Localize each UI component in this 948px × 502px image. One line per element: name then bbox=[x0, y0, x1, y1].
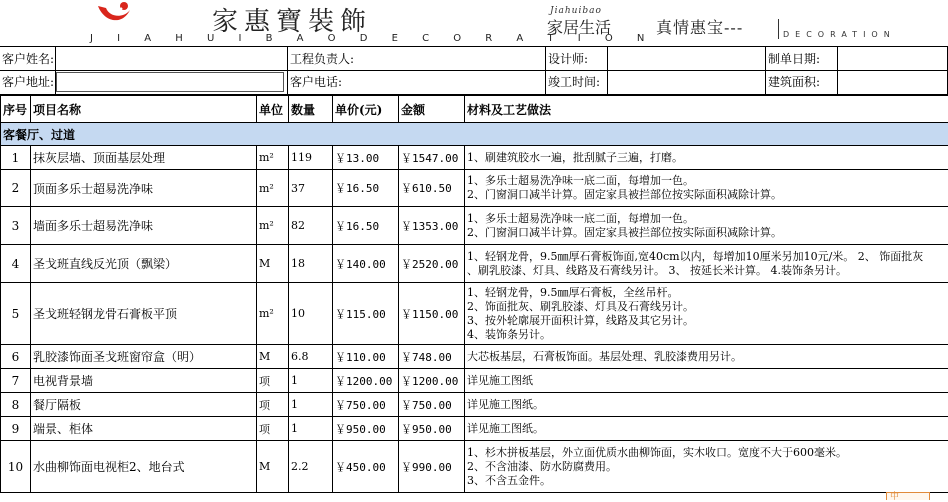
row-price[interactable]: ￥110.00 bbox=[333, 345, 399, 369]
area-field[interactable] bbox=[838, 70, 948, 95]
row-no[interactable]: 10 bbox=[1, 441, 31, 493]
row-unit[interactable]: 项 bbox=[257, 393, 289, 417]
decoration-text: DECORATION bbox=[783, 30, 896, 39]
row-no[interactable]: 9 bbox=[1, 417, 31, 441]
row-material[interactable] bbox=[465, 417, 948, 441]
row-qty[interactable]: 1 bbox=[289, 369, 333, 393]
row-name[interactable]: 端景、柜体 bbox=[31, 417, 257, 441]
row-amount[interactable]: ￥610.50 bbox=[399, 170, 465, 207]
material-line: 2、不含油漆、防水防腐费用。 bbox=[467, 460, 946, 474]
info-row-1 bbox=[0, 46, 948, 71]
col-header-unit: 单位 bbox=[257, 96, 289, 123]
col-header-no: 序号 bbox=[1, 96, 31, 123]
row-no[interactable]: 7 bbox=[1, 369, 31, 393]
row-amount[interactable]: ￥950.00 bbox=[399, 417, 465, 441]
brand-title: 家惠寶裝飾 bbox=[212, 1, 372, 38]
table-row[interactable] bbox=[1, 417, 948, 441]
row-price[interactable]: ￥450.00 bbox=[333, 441, 399, 493]
row-qty[interactable]: 1 bbox=[289, 393, 333, 417]
row-name[interactable]: 餐厅隔板 bbox=[31, 393, 257, 417]
row-price[interactable]: ￥115.00 bbox=[333, 283, 399, 345]
completion-field[interactable] bbox=[608, 70, 766, 95]
customer-name-field[interactable] bbox=[56, 47, 288, 71]
row-material[interactable] bbox=[465, 245, 948, 283]
row-price[interactable]: ￥140.00 bbox=[333, 245, 399, 283]
material-line: 1、多乐士超易洗净味一底二面，每增加一色。 bbox=[467, 174, 946, 188]
col-header-price: 单价(元) bbox=[333, 96, 399, 123]
row-amount[interactable]: ￥2520.00 bbox=[399, 245, 465, 283]
table-header-row bbox=[1, 96, 948, 123]
row-amount[interactable]: ￥748.00 bbox=[399, 345, 465, 369]
row-qty[interactable]: 10 bbox=[289, 283, 333, 345]
brand-english-small: Jiahuibao bbox=[550, 6, 602, 16]
table-row[interactable] bbox=[1, 207, 948, 245]
material-line: 4、装饰条另计。 bbox=[467, 328, 946, 342]
date-field[interactable] bbox=[838, 47, 948, 71]
row-unit[interactable]: M bbox=[257, 441, 289, 493]
row-material[interactable] bbox=[465, 369, 948, 393]
row-no[interactable]: 2 bbox=[1, 170, 31, 207]
row-price[interactable]: ￥13.00 bbox=[333, 146, 399, 170]
table-row[interactable] bbox=[1, 441, 948, 493]
row-material[interactable] bbox=[465, 170, 948, 207]
row-name[interactable]: 电视背景墙 bbox=[31, 369, 257, 393]
row-material[interactable] bbox=[465, 393, 948, 417]
row-name[interactable]: 抹灰层墙、顶面基层处理 bbox=[31, 146, 257, 170]
table-row[interactable] bbox=[1, 245, 948, 283]
row-qty[interactable]: 82 bbox=[289, 207, 333, 245]
row-qty[interactable]: 37 bbox=[289, 170, 333, 207]
row-name[interactable]: 圣戈班轻钢龙骨石膏板平顶 bbox=[31, 283, 257, 345]
section-row bbox=[1, 123, 948, 146]
row-name[interactable]: 乳胶漆饰面圣戈班窗帘盒（明） bbox=[31, 345, 257, 369]
row-unit[interactable]: 项 bbox=[257, 417, 289, 441]
row-price[interactable]: ￥16.50 bbox=[333, 207, 399, 245]
info-row-2 bbox=[0, 70, 948, 95]
col-header-name: 项目名称 bbox=[31, 96, 257, 123]
material-line: 详见施工图纸。 bbox=[467, 422, 946, 436]
customer-address-label: 客户地址: bbox=[0, 70, 56, 95]
material-line: 3、不含五金件。 bbox=[467, 474, 946, 488]
material-line: 3、按外轮廓展开面积计算，线路及其它另计。 bbox=[467, 314, 946, 328]
quote-table bbox=[0, 95, 948, 493]
row-price[interactable]: ￥750.00 bbox=[333, 393, 399, 417]
material-line: 1、多乐士超易洗净味一底二面，每增加一色。 bbox=[467, 212, 946, 226]
row-material[interactable] bbox=[465, 283, 948, 345]
row-amount[interactable]: ￥750.00 bbox=[399, 393, 465, 417]
material-line: 大芯板基层，石膏板饰面。基层处理、乳胶漆费用另计。 bbox=[467, 350, 946, 364]
row-unit[interactable]: M bbox=[257, 245, 289, 283]
brand-english: J I A H U I B A O D E C O R A T I O N bbox=[90, 33, 655, 44]
row-price[interactable]: ￥1200.00 bbox=[333, 369, 399, 393]
slogan-home-life: 家居生活 bbox=[547, 15, 611, 38]
row-amount[interactable]: ￥990.00 bbox=[399, 441, 465, 493]
section-title: 客餐厅、过道 bbox=[1, 123, 948, 146]
row-price[interactable]: ￥16.50 bbox=[333, 170, 399, 207]
customer-phone-label: 客户电话: bbox=[288, 70, 546, 95]
row-amount[interactable]: ￥1200.00 bbox=[399, 369, 465, 393]
row-name[interactable]: 圣戈班直线反光顶（飘梁） bbox=[31, 245, 257, 283]
table-row[interactable] bbox=[1, 369, 948, 393]
row-amount[interactable]: ￥1547.00 bbox=[399, 146, 465, 170]
row-unit[interactable]: M bbox=[257, 345, 289, 369]
material-line: 、刷乳胶漆、灯具、线路及石膏线另计。 3、 按延长米计算。 4.装饰条另计。 bbox=[467, 264, 946, 278]
col-header-material: 材料及工艺做法 bbox=[465, 96, 948, 123]
slogan-divider bbox=[778, 19, 779, 39]
material-line: 2、门窗洞口减半计算。固定家具被拦部位按实际面积减除计算。 bbox=[467, 226, 946, 240]
row-qty[interactable]: 1 bbox=[289, 417, 333, 441]
row-unit[interactable]: m² bbox=[257, 170, 289, 207]
row-no[interactable]: 8 bbox=[1, 393, 31, 417]
row-unit[interactable]: m² bbox=[257, 146, 289, 170]
designer-field[interactable] bbox=[608, 47, 766, 71]
row-name[interactable]: 墙面多乐士超易洗净味 bbox=[31, 207, 257, 245]
row-no[interactable]: 1 bbox=[1, 146, 31, 170]
designer-label: 设计师: bbox=[546, 47, 608, 71]
row-amount[interactable]: ￥1353.00 bbox=[399, 207, 465, 245]
row-material[interactable] bbox=[465, 441, 948, 493]
material-line: 详见施工图纸。 bbox=[467, 398, 946, 412]
row-qty[interactable]: 119 bbox=[289, 146, 333, 170]
row-qty[interactable]: 18 bbox=[289, 245, 333, 283]
material-line: 2、门窗洞口减半计算。固定家具被拦部位按实际面积减除计算。 bbox=[467, 188, 946, 202]
table-row[interactable] bbox=[1, 345, 948, 369]
row-no[interactable]: 4 bbox=[1, 245, 31, 283]
row-qty[interactable]: 6.8 bbox=[289, 345, 333, 369]
row-material[interactable] bbox=[465, 146, 948, 170]
row-name[interactable]: 水曲柳饰面电视柜2、地台式 bbox=[31, 441, 257, 493]
material-line: 详见施工图纸 bbox=[467, 374, 946, 388]
brand-logo-icon bbox=[94, 0, 134, 28]
letterhead bbox=[0, 0, 948, 46]
col-header-amount: 金额 bbox=[399, 96, 465, 123]
table-row[interactable] bbox=[1, 393, 948, 417]
row-unit[interactable]: m² bbox=[257, 207, 289, 245]
row-material[interactable] bbox=[465, 207, 948, 245]
material-line: 1、刷建筑胶水一遍，批刮腻子三遍，打磨。 bbox=[467, 151, 946, 165]
row-no[interactable]: 6 bbox=[1, 345, 31, 369]
row-price[interactable]: ￥950.00 bbox=[333, 417, 399, 441]
material-line: 1、杉木拼板基层，外立面优质水曲柳饰面，实木收口。宽度不大于600毫米。 bbox=[467, 446, 946, 460]
row-no[interactable]: 3 bbox=[1, 207, 31, 245]
table-row[interactable] bbox=[1, 170, 948, 207]
material-line: 1、轻钢龙骨，9.5㎜厚石膏板，全丝吊杆。 bbox=[467, 286, 946, 300]
area-label: 建筑面积: bbox=[766, 70, 838, 95]
slogan-true-love: 真情惠宝--- bbox=[656, 15, 743, 38]
completion-label: 竣工时间: bbox=[546, 70, 608, 95]
project-manager-label: 工程负责人: bbox=[288, 47, 546, 71]
row-no[interactable]: 5 bbox=[1, 283, 31, 345]
col-header-qty: 数量 bbox=[289, 96, 333, 123]
material-line: 2、饰面批灰、刷乳胶漆、灯具及石膏线另计。 bbox=[467, 300, 946, 314]
row-name[interactable]: 顶面多乐士超易洗净味 bbox=[31, 170, 257, 207]
customer-name-label: 客户姓名: bbox=[0, 47, 56, 71]
material-line: 1、轻钢龙骨，9.5㎜厚石膏板饰面,宽40cm以内，每增加10厘米另加10元/米。 2、 饰面批灰 bbox=[467, 250, 946, 264]
table-row[interactable] bbox=[1, 146, 948, 170]
table-row[interactable] bbox=[1, 283, 948, 345]
date-label: 制单日期: bbox=[766, 47, 838, 71]
row-amount[interactable]: ￥1150.00 bbox=[399, 283, 465, 345]
row-qty[interactable]: 2.2 bbox=[289, 441, 333, 493]
row-unit[interactable]: 项 bbox=[257, 369, 289, 393]
row-unit[interactable]: m² bbox=[257, 283, 289, 345]
customer-address-field[interactable] bbox=[56, 72, 284, 92]
row-material[interactable] bbox=[465, 345, 948, 369]
customer-address-cell bbox=[56, 70, 288, 95]
sheet-corner-tab[interactable]: 中 bbox=[886, 492, 930, 500]
